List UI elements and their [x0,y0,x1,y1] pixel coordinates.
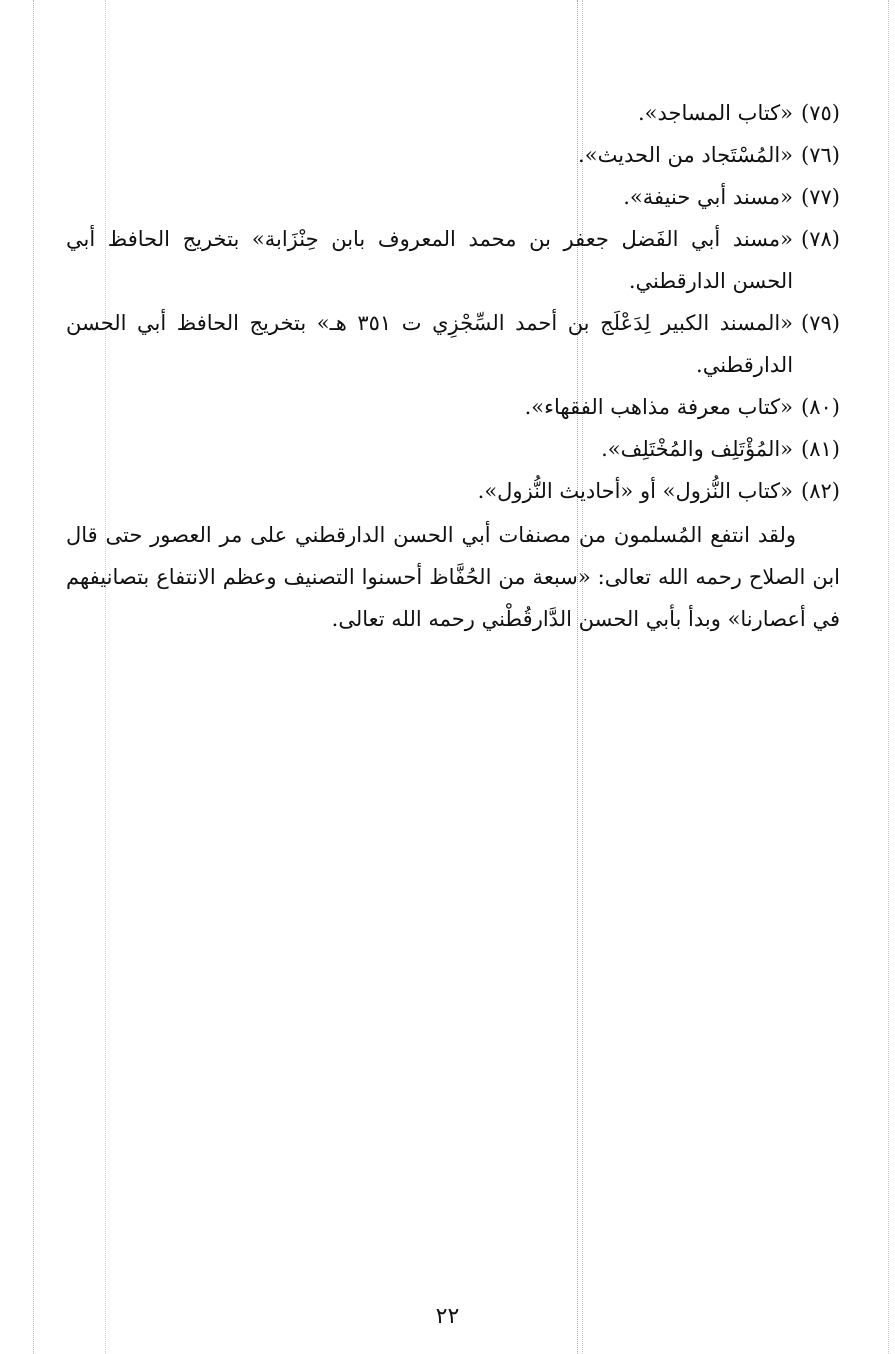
list-item [66,134,840,176]
entry-text: «المُسْتَجاد من الحديث». [578,143,794,167]
entry-text: «مسند أبي الفَضل جعفر بن محمد المعروف بابن حِنْزَابة» بتخريج الحافظ أبي الحسن الدارقطني. [66,227,794,293]
list-item [66,428,840,470]
scan-guide-line [33,0,34,1354]
list-item [66,470,840,512]
scan-guide-line [888,0,889,1354]
entry-text: «المسند الكبير لِدَعْلَج بن أحمد السِّجْزِي ت ٣٥١ هـ» بتخريج الحافظ أبي الحسن الدارقطني. [66,311,794,377]
entry-number: (٧٦) [801,143,840,167]
list-item [66,92,840,134]
entry-number: (٧٥) [801,101,840,125]
list-item [66,386,840,428]
page-content [66,92,840,661]
entry-number: (٧٧) [801,185,840,209]
list-item [66,218,840,302]
entry-text: «كتاب النُّزول» أو «أحاديث النُّزول». [477,479,794,503]
entry-text: «كتاب المساجد». [637,101,794,125]
body-paragraph: ولقد انتفع المُسلمون من مصنفات أبي الحسن الدارقطني على مر العصور حتى قال ابن الصلاح رحمه الله تعالى: «سبعة من الحُفَّاظ أحسنوا التصنيف وعظم الانتفاع بتصانيفهم في أعصارنا» وبدأ بأبي الحسن الدَّارقُطْني رحمه الله تعالى. [66,523,840,631]
list-item [66,302,840,386]
entry-number: (٧٨) [801,227,840,251]
entry-text: «المُؤْتَلِف والمُخْتَلِف». [601,437,794,461]
entry-number: (٨٠) [801,395,840,419]
entry-number: (٨١) [801,437,840,461]
page-number: ٢٢ [435,1304,460,1329]
list-item [66,176,840,218]
entry-number: (٨٢) [801,479,840,503]
entry-text: «مسند أبي حنيفة». [623,185,794,209]
entry-text: «كتاب معرفة مذاهب الفقهاء». [524,395,794,419]
entry-number: (٧٩) [801,311,840,335]
